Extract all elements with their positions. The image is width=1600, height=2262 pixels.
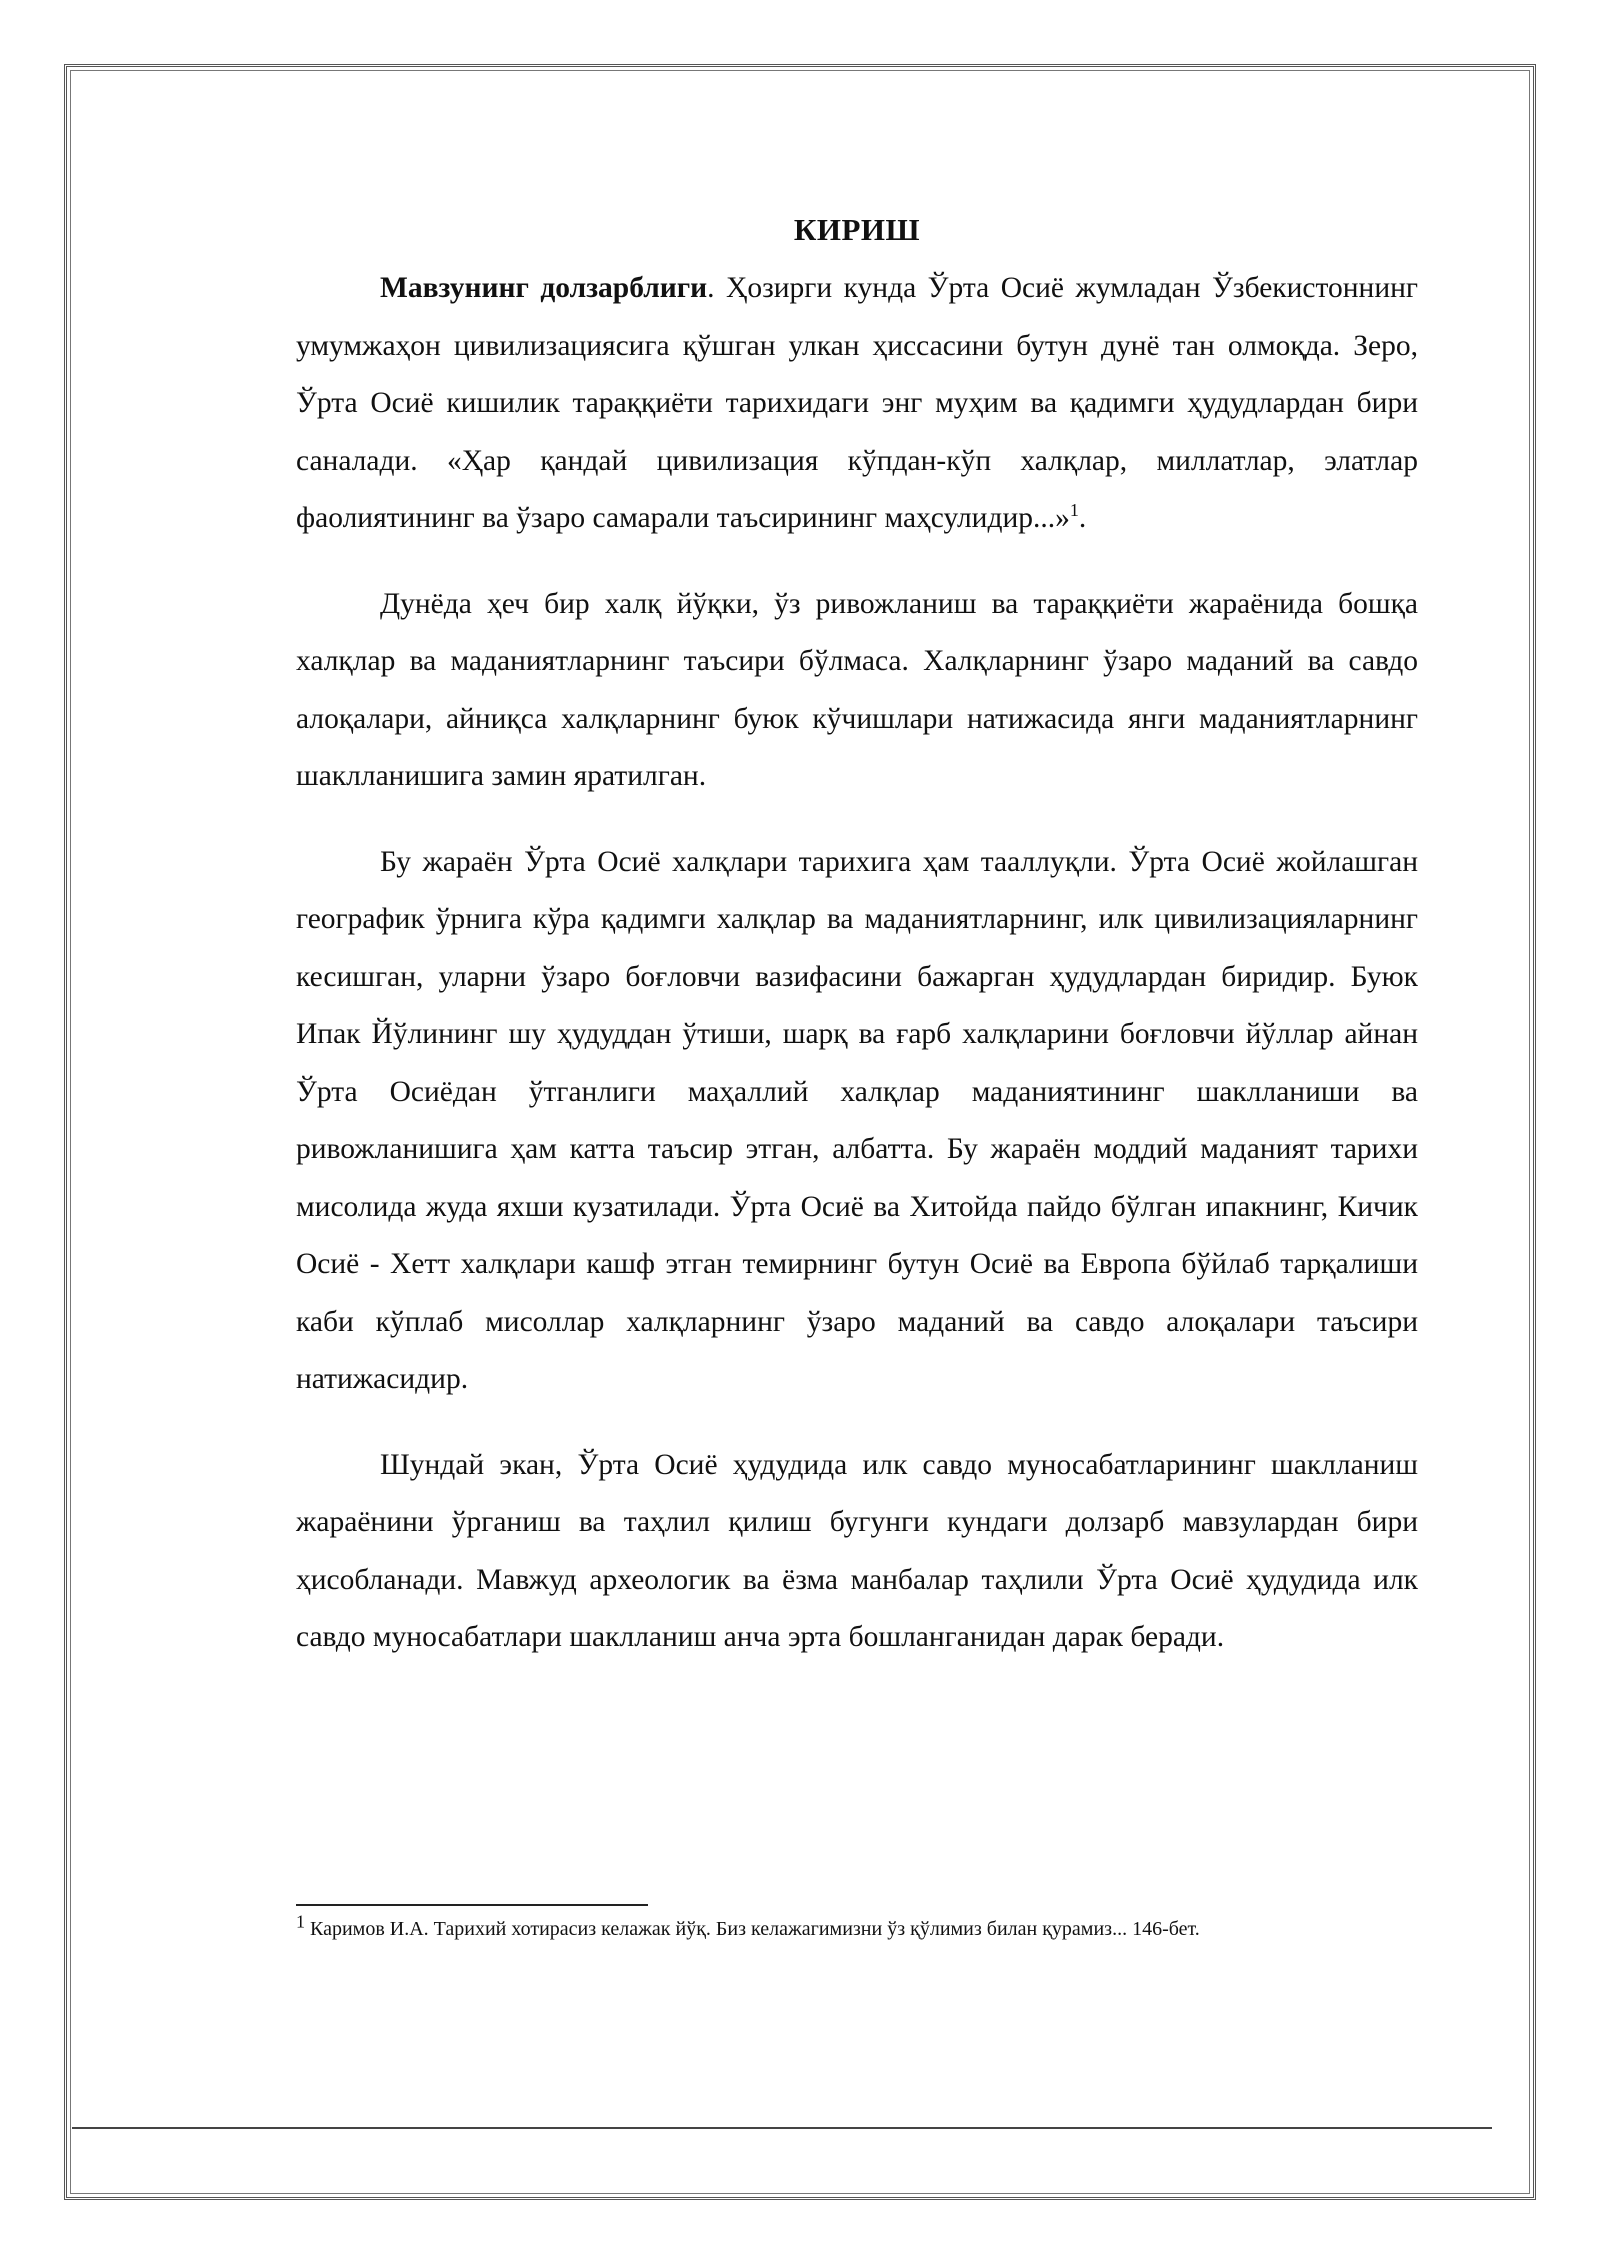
- paragraph-cultures: Дунёда ҳеч бир халқ йўқки, ўз ривожланиш ва тараққиёти жараёнида бошқа халқлар ва маданиятларнинг таъсири бўлмаса. Халқларнинг ўзаро маданий ва савдо алоқалари, айниқса халқларнинг буюк кўчишлари натижасида янги маданиятларнинг шаклланишига замин яратилган.: [296, 587, 1418, 792]
- paragraph-relevance: [296, 260, 1418, 548]
- footer-line: [72, 2127, 1492, 2129]
- chapter-title: КИРИШ: [793, 212, 921, 247]
- paragraph-conclusion: Шундай экан, Ўрта Осиё ҳудудида илк савдо муносабатларининг шаклланиш жараёнини ўрганиш ва таҳлил қилиш бугунги кундаги долзарб мавзулардан бири ҳисобланади. Мавжуд археологик ва ёзма манбалар таҳлили Ўрта Осиё ҳудудида илк савдо муносабатлари шаклланиш анча эрта бошланганидан дарак беради.: [296, 1448, 1418, 1653]
- document-body: [296, 198, 1418, 1695]
- paragraph-central-asia: Бу жараён Ўрта Осиё халқлари тарихига ҳам тааллуқли. Ўрта Осиё жойлашган географик ўрнига кўра қадимги халқлар ва маданиятларнинг, илк цивилизацияларнинг кесишган, уларни ўзаро боғловчи вазифасини бажарган ҳудудлардан биридир. Буюк Ипак Йўлининг шу ҳудуддан ўтиши, шарқ ва ғарб халқларини боғловчи йўллар айнан Ўрта Осиёдан ўтганлиги маҳаллий халқлар маданиятининг шаклланиши ва ривожланишига ҳам катта таъсир этган, албатта. Бу жараён моддий маданият тарихи мисолида жуда яхши кузатилади. Ўрта Осиё ва Хитойда пайдо бўлган ипакнинг, Кичик Осиё - Хетт халқлари кашф этган темирнинг бутун Осиё ва Европа бўйлаб тарқалиши каби кўплаб мисоллар халқларнинг ўзаро маданий ва савдо алоқалари таъсири натижасидир.: [296, 845, 1418, 1395]
- footnote-reference[interactable]: 1: [1069, 500, 1079, 521]
- footnote-separator: [296, 1904, 648, 1906]
- footnote: [296, 1911, 1418, 1942]
- paragraph-tail: .: [1078, 502, 1087, 534]
- paragraph-lead-bold: Мавзунинг долзарблиги: [380, 272, 708, 304]
- footnote-text: Каримов И.А. Тарихий хотирасиз келажак йўқ. Биз келажагимизни ўз қўлимиз билан қурамиз... 146-бет.: [305, 1918, 1200, 1940]
- footnote-marker: 1: [296, 1911, 305, 1932]
- paragraph-text: . Ҳозирги кунда Ўрта Осиё жумладан Ўзбекистоннинг умумжаҳон цивилизациясига қўшган улкан ҳиссасини бутун дунё тан олмоқда. Зеро, Ўрта Осиё кишилик тараққиёти тарихидаги энг муҳим ва қадимги ҳудудлардан бири саналади. «Ҳар қандай цивилизация кўпдан-кўп халқлар, миллатлар, элатлар фаолиятининг ва ўзаро самарали таъсирининг маҳсулидир...»: [296, 272, 1418, 534]
